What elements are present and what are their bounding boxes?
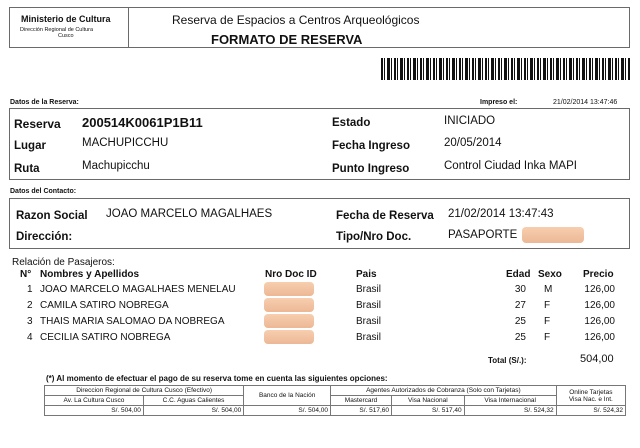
contacto-box — [9, 198, 630, 249]
th-agentes: Agentes Autorizados de Cobranza (Solo con Tarjetas) — [331, 386, 557, 396]
printed-value: 21/02/2014 13:47:46 — [553, 99, 618, 106]
pax-precio: 126,00 — [584, 300, 615, 311]
pax-sexo: F — [544, 332, 551, 343]
th-banco: Banco de la Nación — [244, 386, 331, 406]
pax-edad: 25 — [514, 332, 526, 343]
th-online-2: Visa Nac. e Int. — [568, 395, 613, 403]
redacted-doc-id — [264, 298, 314, 312]
org-name: Ministerio de Cultura — [21, 14, 111, 24]
page-title: Reserva de Espacios a Centros Arqueológicos — [172, 13, 420, 27]
tipo-doc-label: Tipo/Nro Doc. — [336, 231, 412, 243]
fecha-ingreso-value: 20/05/2014 — [444, 137, 502, 149]
estado-label: Estado — [332, 117, 371, 129]
pax-precio: 126,00 — [584, 284, 615, 295]
lugar-value: MACHUPICCHU — [82, 137, 169, 149]
amount-online: S/. 524,32 — [556, 406, 625, 416]
payment-note: (*) Al momento de efectuar el pago de su reserva tome en cuenta las siguientes opciones: — [46, 374, 388, 383]
reserva-code: 200514K0061P1B11 — [82, 115, 203, 130]
page-subtitle: FORMATO DE RESERVA — [211, 32, 363, 47]
redacted-doc-id — [264, 282, 314, 296]
col-doc: Nro Doc ID — [265, 269, 317, 280]
pax-sexo: M — [544, 284, 553, 295]
pax-n: 2 — [27, 300, 33, 311]
pax-pais: Brasil — [356, 284, 382, 295]
pax-n: 4 — [27, 332, 33, 343]
redacted-doc-id — [264, 314, 314, 328]
punto-value: Control Ciudad Inka MAPI — [444, 160, 577, 172]
th-online — [556, 386, 625, 406]
redacted-doc-id — [264, 330, 314, 344]
pax-name: THAIS MARIA SALOMAO DA NOBREGA — [40, 316, 225, 327]
reserva-box — [9, 108, 630, 180]
fecha-ingreso-label: Fecha Ingreso — [332, 140, 410, 152]
pax-edad: 30 — [514, 284, 526, 295]
th-aguas-calientes: C.C. Aguas Calientes — [143, 396, 243, 406]
amount-av-cultura: S/. 504,00 — [45, 406, 144, 416]
pax-name: CECILIA SATIRO NOBREGA — [40, 332, 171, 343]
reserva-section-label: Datos de la Reserva: — [10, 99, 79, 106]
th-av-cultura: Av. La Cultura Cusco — [45, 396, 144, 406]
pasajeros-section-label: Relación de Pasajeros: — [12, 257, 115, 268]
pax-precio: 126,00 — [584, 332, 615, 343]
pax-n: 3 — [27, 316, 33, 327]
pax-precio: 126,00 — [584, 316, 615, 327]
reserva-label: Reserva — [14, 117, 61, 131]
contacto-section-label: Datos del Contacto: — [10, 188, 77, 195]
col-pais: Pais — [356, 269, 377, 280]
total-value: 504,00 — [580, 353, 614, 365]
direccion-label: Dirección: — [16, 231, 73, 243]
amount-visa-nacional: S/. 517,40 — [392, 406, 465, 416]
amount-mastercard: S/. 517,60 — [331, 406, 392, 416]
th-direccion: Direccion Regional de Cultura Cusco (Efectivo) — [45, 386, 244, 396]
pax-name: CAMILA SATIRO NOBREGA — [40, 300, 169, 311]
payment-options-table — [44, 385, 626, 416]
amount-aguas-calientes: S/. 504,00 — [143, 406, 243, 416]
th-visa-internacional: Visa Internacional — [464, 396, 556, 406]
ruta-value: Machupicchu — [82, 160, 150, 172]
amount-visa-internacional: S/. 524,32 — [464, 406, 556, 416]
fecha-reserva-label: Fecha de Reserva — [336, 210, 434, 222]
barcode-image — [381, 58, 631, 80]
org-box — [9, 7, 129, 48]
fecha-reserva-value: 21/02/2014 13:47:43 — [448, 208, 554, 220]
pax-sexo: F — [544, 300, 551, 311]
org-sub1: Dirección Regional de Cultura — [20, 27, 94, 33]
col-edad: Edad — [506, 269, 531, 280]
ruta-label: Ruta — [14, 163, 40, 175]
pax-pais: Brasil — [356, 316, 382, 327]
lugar-label: Lugar — [14, 140, 46, 152]
tipo-doc-value: PASAPORTE — [448, 229, 518, 241]
pax-name: JOAO MARCELO MAGALHAES MENELAU — [40, 284, 236, 295]
total-label: Total (S/.): — [488, 356, 527, 365]
th-mastercard: Mastercard — [331, 396, 392, 406]
col-precio: Precio — [583, 269, 614, 280]
razon-label: Razon Social — [16, 210, 88, 222]
redacted-doc-number — [522, 227, 584, 243]
pax-n: 1 — [27, 284, 33, 295]
col-sexo: Sexo — [538, 269, 562, 280]
pax-edad: 25 — [514, 316, 526, 327]
amount-banco: S/. 504,00 — [244, 406, 331, 416]
pax-sexo: F — [544, 316, 551, 327]
printed-label: Impreso el: — [480, 99, 518, 106]
pax-edad: 27 — [514, 300, 526, 311]
razon-value: JOAO MARCELO MAGALHAES — [106, 208, 273, 220]
th-online-1: Online Tarjetas — [569, 388, 613, 396]
punto-label: Punto Ingreso — [332, 163, 410, 175]
th-visa-nacional: Visa Nacional — [392, 396, 465, 406]
org-sub2: Cusco — [58, 33, 74, 39]
estado-value: INICIADO — [444, 115, 496, 127]
title-box — [128, 7, 630, 48]
pax-pais: Brasil — [356, 300, 382, 311]
col-n: N° — [20, 269, 32, 280]
pax-pais: Brasil — [356, 332, 382, 343]
col-name: Nombres y Apellidos — [40, 269, 140, 280]
